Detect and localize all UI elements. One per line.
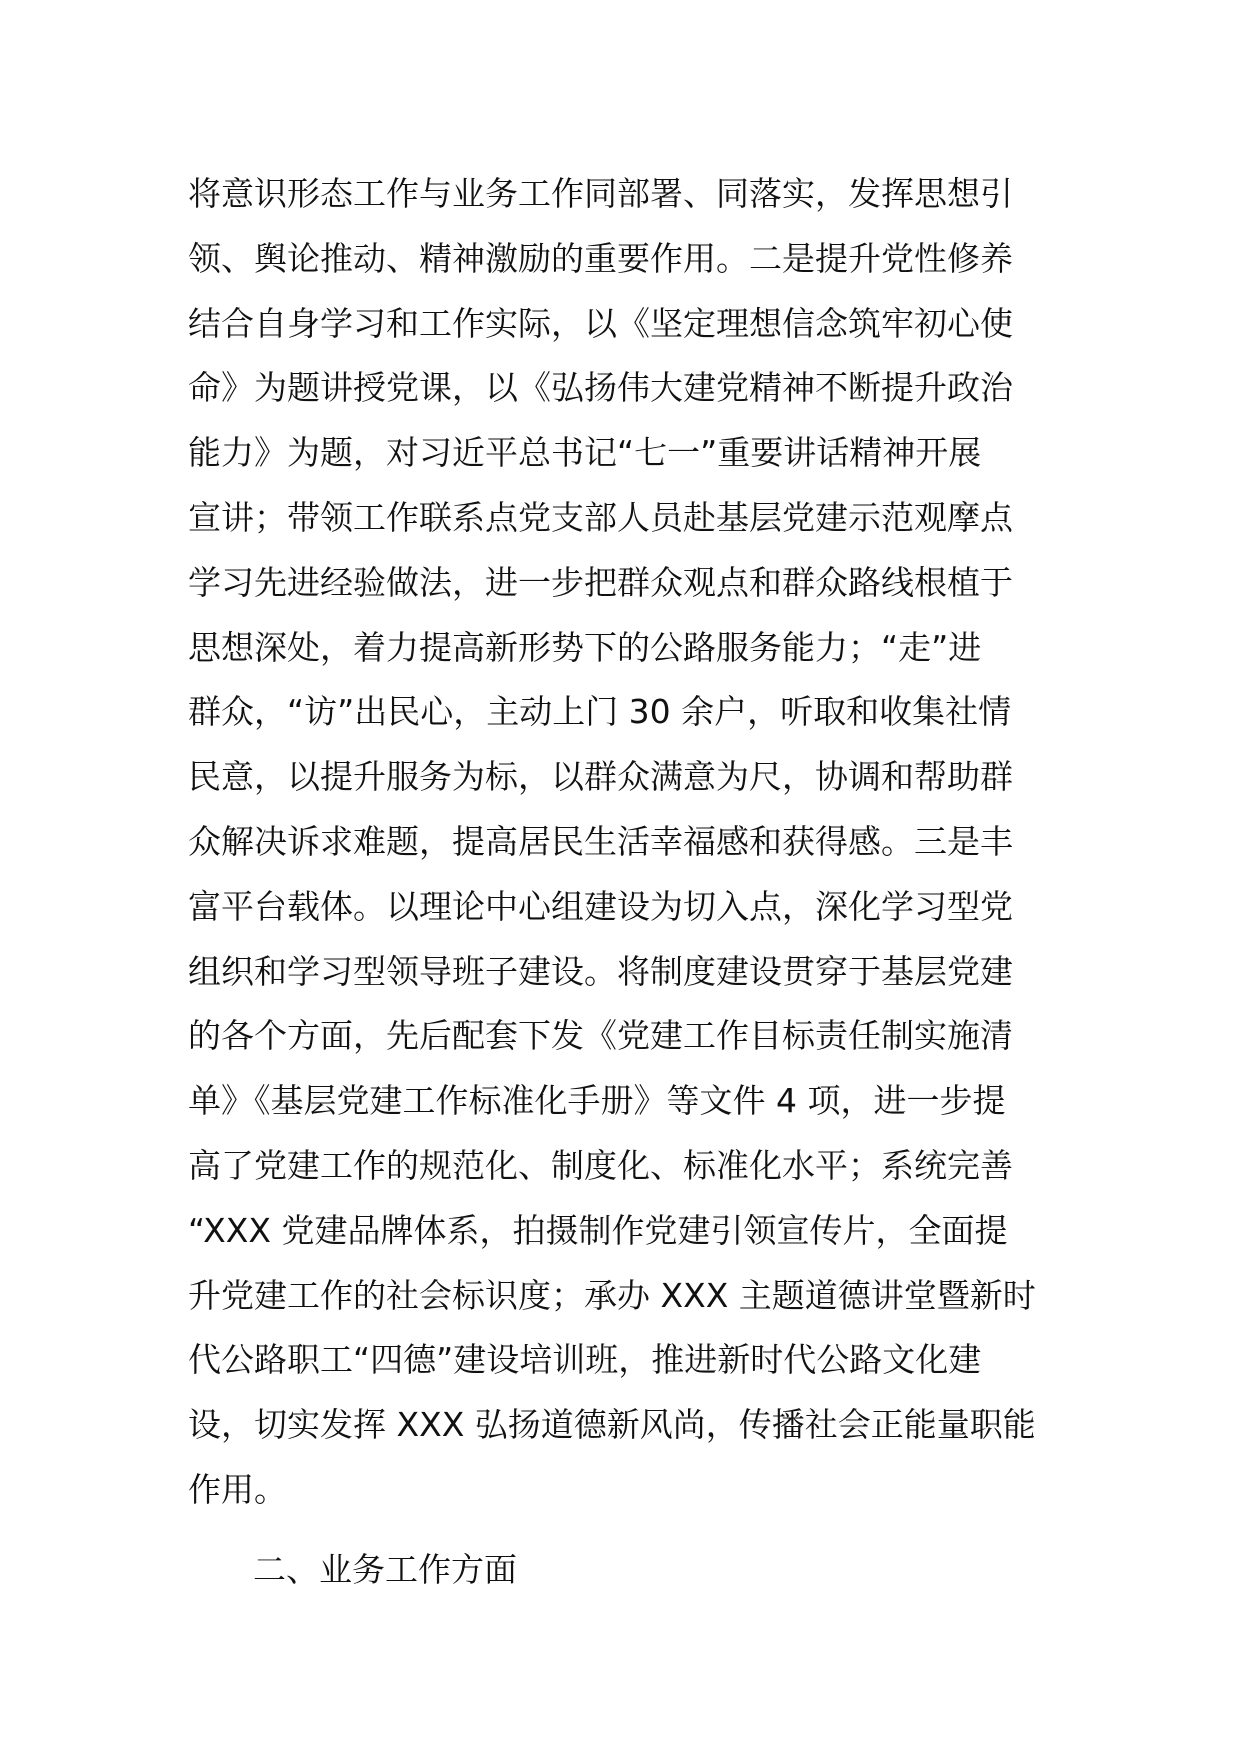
- paragraph-line: 高了党建工作的规范化、制度化、标准化水平；系统完善: [188, 1145, 1013, 1185]
- paragraph-line: 将意识形态工作与业务工作同部署、同落实，发挥思想引: [188, 174, 1013, 213]
- paragraph-line: 富平台载体。以理论中心组建设为切入点，深化学习型党: [188, 886, 1013, 926]
- paragraph-line: 能力》为题，对习近平总书记“七一”重要讲话精神开展: [188, 433, 982, 473]
- paragraph-line: 升党建工作的社会标识度；承办 XXX 主题道德讲堂暨新时: [188, 1275, 1036, 1315]
- paragraph-line: 的各个方面，先后配套下发《党建工作目标责任制实施清: [188, 1016, 1013, 1056]
- paragraph-line: 设，切实发挥 XXX 弘扬道德新风尚，传播社会正能量职能: [188, 1405, 1036, 1445]
- paragraph-line: 宣讲；带领工作联系点党支部人员赴基层党建示范观摩点: [188, 497, 1013, 537]
- paragraph-line: 众解决诉求难题，提高居民生活幸福感和获得感。三是丰: [188, 821, 1013, 861]
- paragraph-line: 群众，“访”出民心，主动上门 30 余户，听取和收集社情: [188, 692, 1012, 732]
- paragraph-line: 结合自身学习和工作实际，以《坚定理想信念筑牢初心使: [188, 303, 1013, 343]
- paragraph-line: 作用。: [188, 1469, 287, 1509]
- paragraph-line: 民意，以提升服务为标，以群众满意为尺，协调和帮助群: [188, 757, 1013, 797]
- paragraph-line: 学习先进经验做法，进一步把群众观点和群众路线根植于: [188, 562, 1013, 602]
- paragraph-line: 命》为题讲授党课，以《弘扬伟大建党精神不断提升政治: [188, 368, 1013, 408]
- body-paragraph: [188, 162, 1068, 1523]
- paragraph-line: 单》《基层党建工作标准化手册》等文件 4 项，进一步提: [188, 1081, 1006, 1121]
- paragraph-line: 代公路职工“四德”建设培训班，推进新时代公路文化建: [188, 1340, 982, 1380]
- section-heading: 二、业务工作方面: [253, 1550, 517, 1589]
- paragraph-line: “XXX 党建品牌体系，拍摄制作党建引领宣传片，全面提: [188, 1210, 1008, 1250]
- paragraph-line: 领、舆论推动、精神激励的重要作用。二是提升党性修养: [188, 238, 1013, 278]
- paragraph-line: 思想深处，着力提高新形势下的公路服务能力；“走”进: [188, 627, 982, 667]
- paragraph-line: 组织和学习型领导班子建设。将制度建设贯穿于基层党建: [188, 951, 1013, 991]
